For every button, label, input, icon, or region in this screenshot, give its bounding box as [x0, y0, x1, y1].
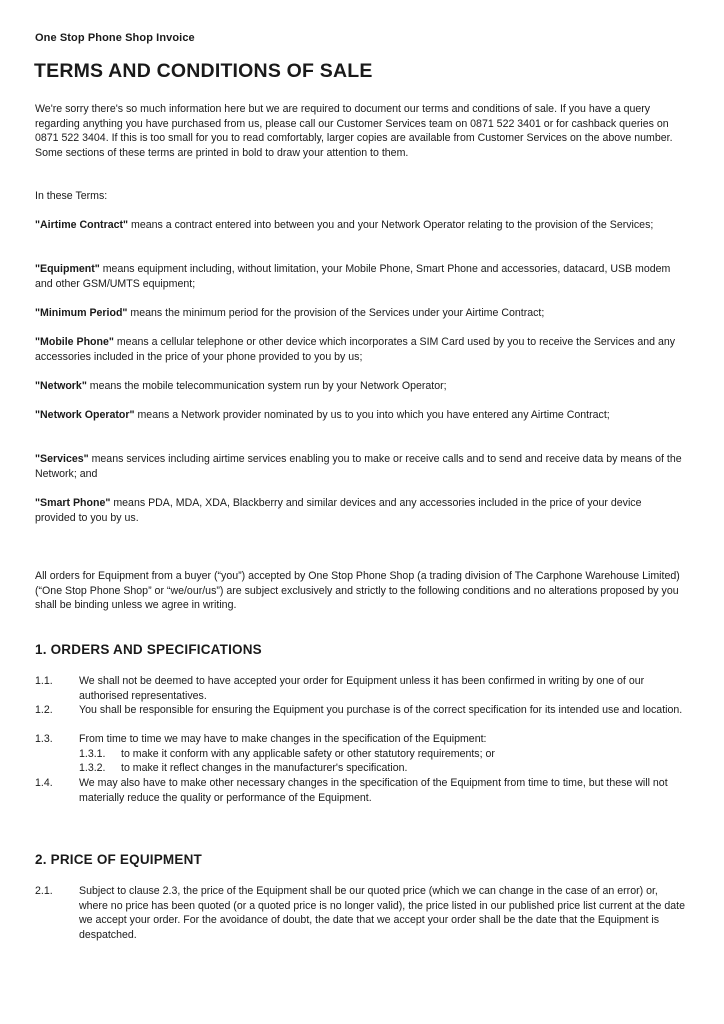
- clause-number: 1.3.: [35, 733, 53, 745]
- definition-equipment: [35, 262, 685, 291]
- clause-number: 1.1.: [35, 675, 53, 687]
- definition-services: [35, 452, 685, 481]
- clause-text: From time to time we may have to make changes in the specification of the Equipment:: [79, 733, 487, 745]
- definition-term: "Services": [35, 453, 89, 465]
- definition-network: [35, 379, 685, 394]
- clause-number: 1.2.: [35, 704, 53, 716]
- clause-number: 1.4.: [35, 777, 53, 789]
- definition-minimum-period: [35, 306, 685, 321]
- definition-term: "Airtime Contract": [35, 219, 129, 231]
- subclause-number: 1.3.2.: [79, 762, 106, 774]
- clause-number: 2.1.: [35, 885, 53, 897]
- definition-text: means services including airtime services enabling you to make or receive calls and to send and receive data by means of the Network; and: [35, 453, 682, 480]
- definition-text: means a cellular telephone or other device which incorporates a SIM Card used by you to receive the Services and any accessories included in the price of your phone provided to you by us;: [35, 336, 676, 363]
- definition-text: means the minimum period for the provision of the Services under your Airtime Contract;: [127, 307, 545, 319]
- definition-term: "Equipment": [35, 263, 100, 275]
- document-subtitle: One Stop Phone Shop Invoice: [35, 32, 195, 44]
- terms-lead-in: In these Terms:: [35, 190, 108, 202]
- definition-text: means a Network provider nominated by us to you into which you have entered any Airtime Contract;: [134, 409, 610, 421]
- clause-text: We shall not be deemed to have accepted your order for Equipment unless it has been confirmed in writing by one of our authorised representatives.: [79, 675, 645, 702]
- clause-text: You shall be responsible for ensuring the Equipment you purchase is of the correct specification for its intended use and location.: [79, 704, 683, 716]
- definition-text: means the mobile telecommunication system run by your Network Operator;: [86, 380, 447, 392]
- definition-text: means equipment including, without limitation, your Mobile Phone, Smart Phone and accessories, datacard, USB modem and other GSM/UMTS equipment;: [35, 263, 671, 290]
- definition-text: means PDA, MDA, XDA, Blackberry and similar devices and any accessories included in the price of your device provided to you by us.: [35, 497, 642, 524]
- section-2-heading: 2. PRICE OF EQUIPMENT: [35, 852, 202, 867]
- definition-airtime-contract: [35, 218, 685, 233]
- clause-text: We may also have to make other necessary changes in the specification of the Equipment from time to time, but these will not materially reduce the quality or performance of the Equipment.: [79, 777, 668, 804]
- definition-smart-phone: [35, 496, 685, 525]
- definition-term: "Smart Phone": [35, 497, 111, 509]
- subclause-text: to make it conform with any applicable safety or other statutory requirements; or: [121, 748, 495, 760]
- definition-text: means a contract entered into between you and your Network Operator relating to the provision of the Services;: [128, 219, 654, 231]
- definition-term: "Minimum Period": [35, 307, 128, 319]
- definition-network-operator: [35, 408, 685, 423]
- subclause-text: to make it reflect changes in the manufacturer's specification.: [121, 762, 408, 774]
- document-title: TERMS AND CONDITIONS OF SALE: [34, 60, 373, 82]
- definition-term: "Mobile Phone": [35, 336, 114, 348]
- intro-paragraph: We're sorry there's so much information here but we are required to document our terms and conditions of sale. If you have a query regarding anything you have purchased from us, please call our Customer Services team on 0871 522 3401 or for cashback queries on 0871 522 3404. If this is too small for you to read comfortably, larger copies are available from Customer Services on the above number. Some sections of these terms are printed in bold to draw your attention to them.: [35, 103, 673, 159]
- definition-term: "Network Operator": [35, 409, 135, 421]
- subclause-number: 1.3.1.: [79, 748, 106, 760]
- definition-term: "Network": [35, 380, 87, 392]
- clause-text: Subject to clause 2.3, the price of the Equipment shall be our quoted price (which we can change in the case of an error) or, where no price has been quoted (or a quoted price is no longer valid), the price listed in our published price list current at the date we accept your order. For the avoidance of doubt, the date that we accept your order shall be the date that the Equipment is despatched.: [79, 885, 685, 941]
- definition-mobile-phone: [35, 335, 685, 364]
- section-1-heading: 1. ORDERS AND SPECIFICATIONS: [35, 642, 262, 657]
- orders-paragraph: All orders for Equipment from a buyer (“you”) accepted by One Stop Phone Shop (a trading division of The Carphone Warehouse Limited) (“One Stop Phone Shop” or “we/our/us”) are subject exclusively and strictly to the following conditions and no alterations proposed by you shall be binding unless we agree in writing.: [35, 570, 680, 612]
